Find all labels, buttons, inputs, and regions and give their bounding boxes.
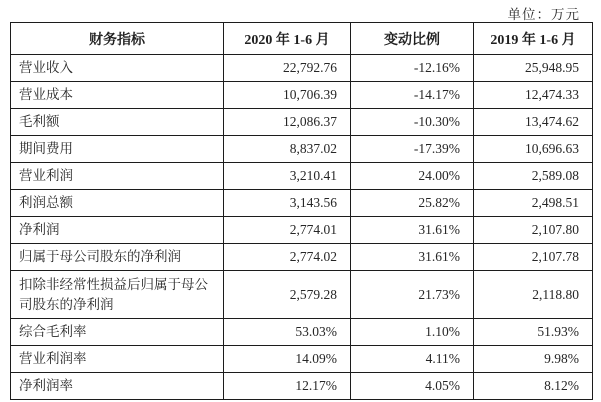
prior-period-cell: 9.98%	[474, 346, 593, 373]
header-financial-indicator: 财务指标	[11, 23, 224, 55]
current-period-cell: 12,086.37	[224, 109, 351, 136]
current-period-cell: 8,837.02	[224, 136, 351, 163]
table-row	[11, 55, 593, 82]
current-period-cell: 12.17%	[224, 373, 351, 400]
table-header-row	[11, 23, 593, 55]
table-row	[11, 163, 593, 190]
change-cell: -14.17%	[351, 82, 474, 109]
prior-period-cell: 12,474.33	[474, 82, 593, 109]
row-label-cell: 综合毛利率	[11, 319, 224, 346]
prior-period-cell: 2,498.51	[474, 190, 593, 217]
prior-period-cell: 2,107.78	[474, 244, 593, 271]
row-label-cell: 营业利润率	[11, 346, 224, 373]
table-row	[11, 244, 593, 271]
change-cell: 31.61%	[351, 217, 474, 244]
table-row	[11, 373, 593, 400]
unit-label: 单位：万元	[507, 7, 580, 22]
prior-period-cell: 2,107.80	[474, 217, 593, 244]
table-row	[11, 190, 593, 217]
prior-period-cell: 13,474.62	[474, 109, 593, 136]
prior-period-cell: 51.93%	[474, 319, 593, 346]
prior-period-cell: 8.12%	[474, 373, 593, 400]
change-cell: 25.82%	[351, 190, 474, 217]
change-cell: 21.73%	[351, 271, 474, 319]
table-row	[11, 109, 593, 136]
change-cell: 4.11%	[351, 346, 474, 373]
table-row	[11, 271, 593, 319]
row-label-cell: 期间费用	[11, 136, 224, 163]
table-row	[11, 217, 593, 244]
current-period-cell: 2,774.01	[224, 217, 351, 244]
prior-period-cell: 2,118.80	[474, 271, 593, 319]
table-row	[11, 319, 593, 346]
current-period-cell: 14.09%	[224, 346, 351, 373]
prior-period-cell: 25,948.95	[474, 55, 593, 82]
current-period-cell: 53.03%	[224, 319, 351, 346]
table-row	[11, 136, 593, 163]
change-cell: -12.16%	[351, 55, 474, 82]
financial-indicators-table	[10, 22, 593, 400]
header-period-2020: 2020 年 1-6 月	[224, 23, 351, 55]
row-label-cell: 营业成本	[11, 82, 224, 109]
row-label-cell: 净利润率	[11, 373, 224, 400]
table-body	[11, 55, 593, 400]
change-cell: 31.61%	[351, 244, 474, 271]
prior-period-cell: 10,696.63	[474, 136, 593, 163]
row-label-cell: 营业收入	[11, 55, 224, 82]
change-cell: 24.00%	[351, 163, 474, 190]
row-label-cell: 利润总额	[11, 190, 224, 217]
current-period-cell: 2,774.02	[224, 244, 351, 271]
header-period-2019: 2019 年 1-6 月	[474, 23, 593, 55]
table-row	[11, 82, 593, 109]
row-label-cell: 净利润	[11, 217, 224, 244]
change-cell: 4.05%	[351, 373, 474, 400]
row-label-cell: 扣除非经常性损益后归属于母公司股东的净利润	[11, 271, 224, 319]
row-label-cell: 归属于母公司股东的净利润	[11, 244, 224, 271]
current-period-cell: 3,143.56	[224, 190, 351, 217]
header-change-ratio: 变动比例	[351, 23, 474, 55]
change-cell: 1.10%	[351, 319, 474, 346]
current-period-cell: 10,706.39	[224, 82, 351, 109]
current-period-cell: 22,792.76	[224, 55, 351, 82]
table-row	[11, 346, 593, 373]
prior-period-cell: 2,589.08	[474, 163, 593, 190]
current-period-cell: 2,579.28	[224, 271, 351, 319]
row-label-cell: 毛利额	[11, 109, 224, 136]
row-label-cell: 营业利润	[11, 163, 224, 190]
change-cell: -17.39%	[351, 136, 474, 163]
change-cell: -10.30%	[351, 109, 474, 136]
current-period-cell: 3,210.41	[224, 163, 351, 190]
